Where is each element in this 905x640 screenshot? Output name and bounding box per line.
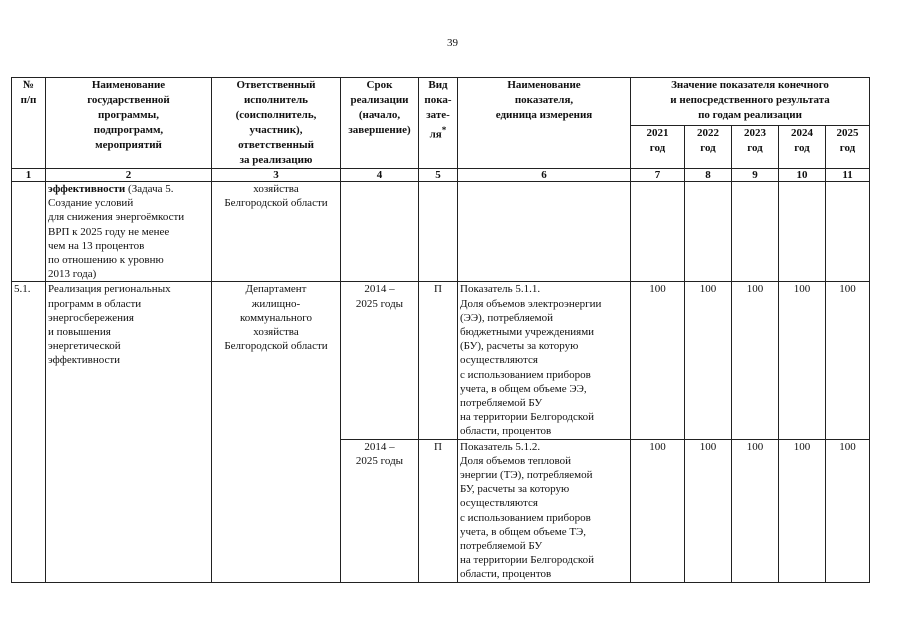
indicator-period-text: 2014 – 2025 годы	[355, 440, 404, 467]
measure-number: 5.1.	[12, 282, 46, 582]
header-indicator-text: Наименование показателя, единица измерения	[495, 79, 593, 121]
header-year-2023	[732, 126, 779, 169]
column-number: 11	[826, 169, 870, 182]
column-number: 3	[212, 169, 341, 182]
indicator-period-text: 2014 – 2025 годы	[355, 283, 404, 310]
cell-empty	[631, 182, 685, 282]
indicator-value-2024: 100	[779, 439, 826, 582]
cell-empty	[419, 182, 458, 282]
header-year-text: 2023 год	[744, 127, 766, 155]
column-number: 1	[12, 169, 46, 182]
column-numbers-row	[12, 169, 870, 182]
cell-empty	[732, 182, 779, 282]
continuation-name-bold: эффективности	[48, 183, 126, 195]
indicator-name	[458, 439, 631, 582]
header-type-text: Вид пока- зате- ля	[424, 79, 452, 141]
cell-empty	[826, 182, 870, 282]
indicator-value-2025: 100	[826, 282, 870, 439]
cell-empty	[12, 182, 46, 282]
column-number: 5	[419, 169, 458, 182]
indicator-period	[341, 282, 419, 439]
page-number: 39	[447, 37, 458, 49]
header-year-text: 2025 год	[836, 127, 859, 155]
indicator-period	[341, 439, 419, 582]
indicator-value-2024: 100	[779, 282, 826, 439]
measure-name-text: Реализация региональных программ в области энергосбережения и повышения энергетической эффективности	[48, 283, 171, 367]
indicator-value-2022: 100	[685, 282, 732, 439]
cell-empty	[341, 182, 419, 282]
indicator-value-2021: 100	[631, 439, 685, 582]
indicator-value-2022: 100	[685, 439, 732, 582]
header-year-text: 2022 год	[697, 127, 719, 155]
header-indicator	[458, 78, 631, 169]
header-program	[46, 78, 212, 169]
header-type	[419, 78, 458, 169]
column-number: 8	[685, 169, 732, 182]
column-number: 6	[458, 169, 631, 182]
indicator-type: П	[419, 282, 458, 439]
header-year-2021	[631, 126, 685, 169]
indicator-name-text: Показатель 5.1.1. Доля объемов электроэнергии (ЭЭ), потребляемой бюджетными учреждениями (БУ), расчеты за которую осуществляются с использованием приборов учета, в общем объеме ЭЭ, потребляемой БУ на территории Белгородской области, процентов	[460, 283, 602, 438]
header-executor-text: Ответственный исполнитель (соисполнитель, участник), ответственный за реализацию	[235, 79, 317, 166]
cell-empty	[458, 182, 631, 282]
header-period	[341, 78, 419, 169]
continuation-executor	[212, 182, 341, 282]
indicator-value-2021: 100	[631, 282, 685, 439]
measure-executor	[212, 282, 341, 582]
header-values-group	[631, 78, 870, 126]
indicator-value-2023: 100	[732, 439, 779, 582]
header-year-2025	[826, 126, 870, 169]
header-year-2022	[685, 126, 732, 169]
header-program-text: Наименование государственной программы, подпрограмм, мероприятий	[87, 79, 170, 151]
header-period-text: Срок реализации (начало, завершение)	[348, 79, 411, 136]
table-row	[12, 282, 870, 439]
header-number-text: № п/п	[20, 79, 37, 106]
header-executor	[212, 78, 341, 169]
continuation-program-name	[46, 182, 212, 282]
column-number: 4	[341, 169, 419, 182]
column-number: 10	[779, 169, 826, 182]
cell-empty	[685, 182, 732, 282]
column-number: 7	[631, 169, 685, 182]
header-year-2024	[779, 126, 826, 169]
indicator-name	[458, 282, 631, 439]
indicators-table	[11, 77, 870, 583]
continuation-name-rest: (Задача 5. Создание условий для снижения энергоёмкости ВРП к 2025 году не менее чем на 13 процентов по отношению к уровню 2013 года)	[48, 183, 185, 281]
header-year-text: 2021 год	[646, 127, 669, 155]
header-values-group-text: Значение показателя конечного и непосредственного результата по годам реализации	[670, 79, 830, 121]
indicator-name-text: Показатель 5.1.2. Доля объемов тепловой энергии (ТЭ), потребляемой БУ, расчеты за которую осуществляются с использованием приборов учета, в общем объеме ТЭ, потребляемой БУ на территории Белгородской области, процентов	[460, 440, 595, 581]
indicator-type: П	[419, 439, 458, 582]
indicator-value-2023: 100	[732, 282, 779, 439]
column-number: 2	[46, 169, 212, 182]
continuation-row	[12, 182, 870, 282]
measure-executor-text: Департамент жилищно- коммунального хозяйства Белгородской области	[224, 283, 328, 353]
indicator-value-2025: 100	[826, 439, 870, 582]
header-type-mark: *	[441, 125, 447, 135]
header-year-text: 2024 год	[791, 127, 813, 155]
measure-name	[46, 282, 212, 582]
column-number: 9	[732, 169, 779, 182]
header-number	[12, 78, 46, 169]
cell-empty	[779, 182, 826, 282]
continuation-executor-text: хозяйства Белгородской области	[224, 183, 328, 210]
